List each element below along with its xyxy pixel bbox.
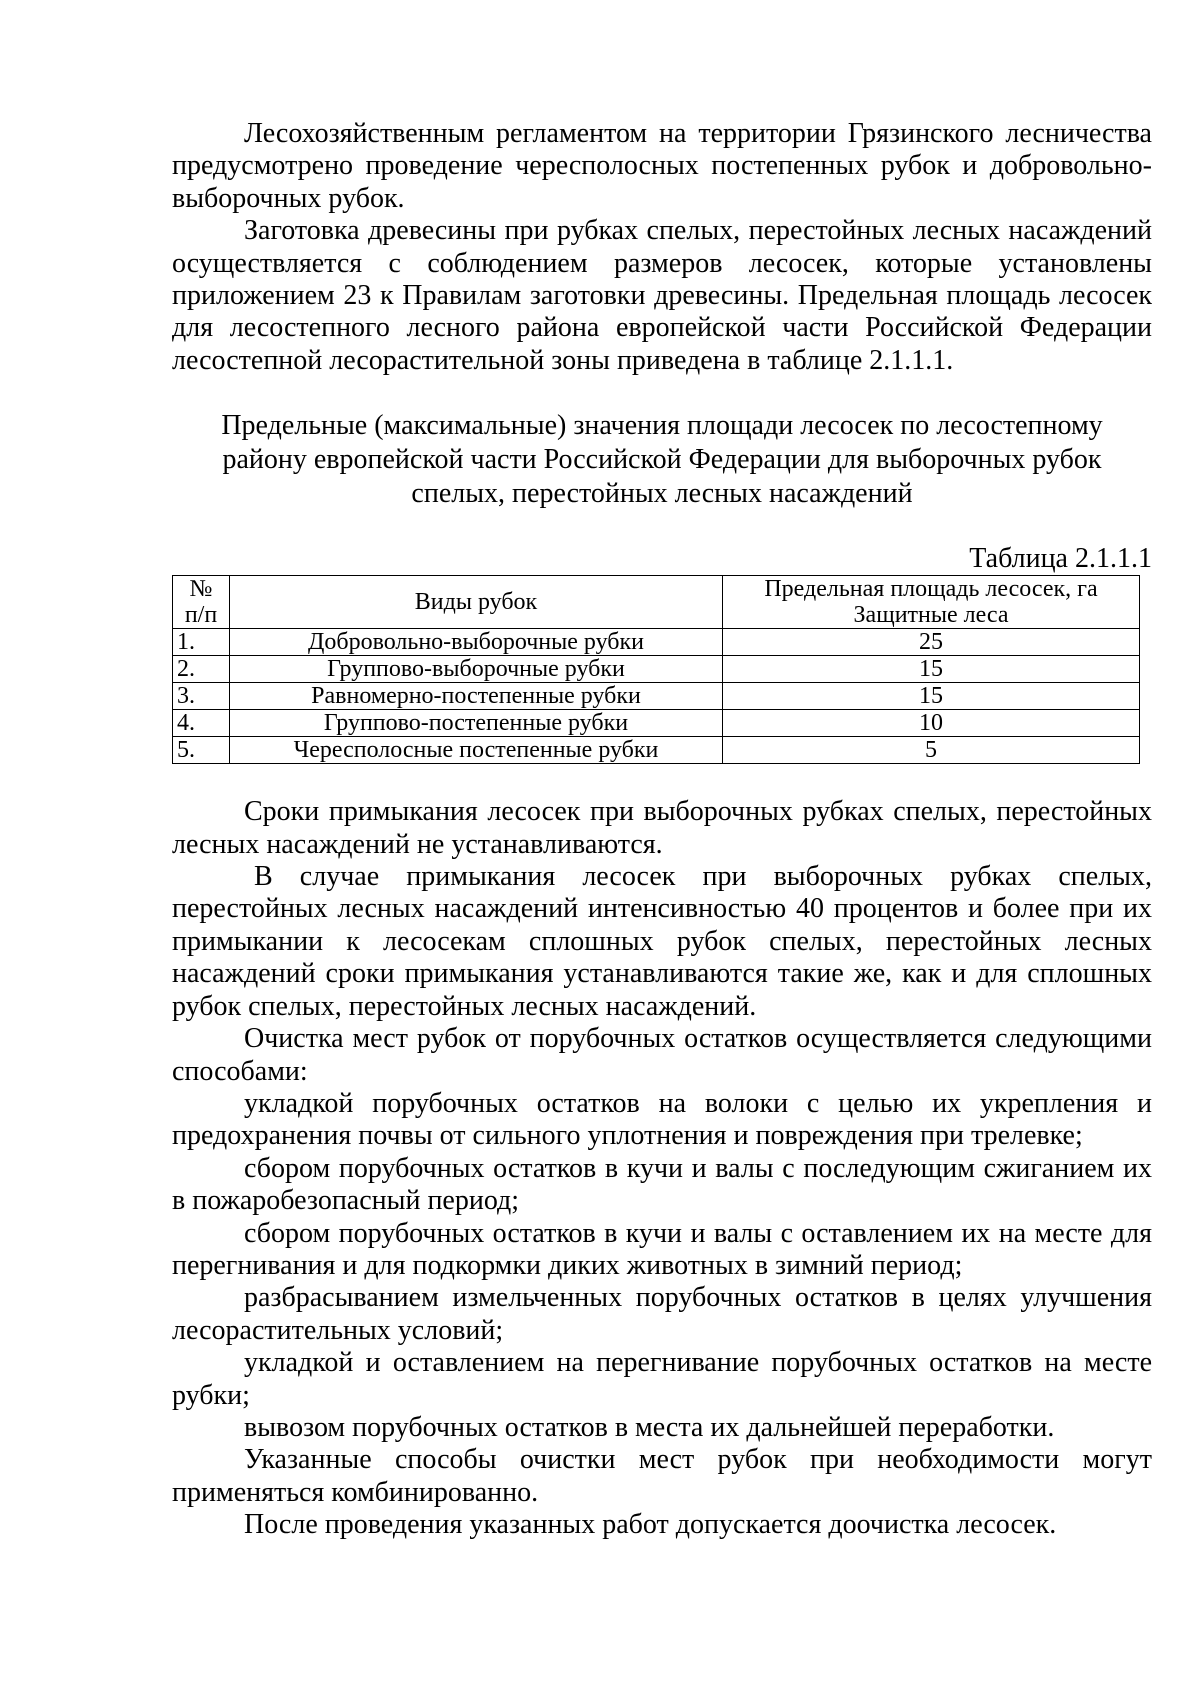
row-kind: Добровольно-выборочные рубки — [230, 629, 723, 656]
list-item: укладкой порубочных остатков на волоки с целью их укрепления и предохранения почвы от сильного уплотнения и повреждения при трелевке; — [172, 1087, 1152, 1152]
list-item: укладкой и оставлением на перегнивание порубочных остатков на месте рубки; — [172, 1347, 1152, 1411]
row-area: 10 — [723, 710, 1140, 737]
row-num: 1. — [173, 629, 230, 656]
cutting-area-table — [172, 575, 1140, 764]
row-kind: Группово-выборочные рубки — [230, 656, 723, 683]
paragraph-adjacency-case: В случае примыкания лесосек при выборочных рубках спелых, перестойных лесных насаждений интенсивностью 40 процентов и более при их примыкании к лесосекам сплошных рубок спелых, перестойных лесных насаждений сроки примыкания устанавливаются такие же, как и для сплошных рубок спелых, перестойных лесных насаждений. — [172, 861, 1152, 1022]
paragraph-cleanup-methods: Очистка мест рубок от порубочных остатков осуществляется следующими способами: — [172, 1023, 1152, 1087]
paragraph-adjacency-terms: Сроки примыкания лесосек при выборочных рубках спелых, перестойных лесных насаждений не устанавливаются. — [172, 796, 1152, 860]
list-item: разбрасыванием измельченных порубочных остатков в целях улучшения лесорастительных условий; — [172, 1282, 1152, 1346]
row-area: 15 — [723, 656, 1140, 683]
row-kind: Равномерно-постепенные рубки — [230, 683, 723, 710]
table-label: Таблица 2.1.1.1 — [969, 543, 1152, 575]
row-kind: Группово-постепенные рубки — [230, 710, 723, 737]
table-row — [173, 656, 1140, 683]
list-item: сбором порубочных остатков в кучи и валы с последующим сжиганием их в пожаробезопасный период; — [172, 1152, 1152, 1217]
paragraph-final-cleanup: После проведения указанных работ допускается доочистка лесосек. — [244, 1509, 1057, 1541]
table-row — [173, 683, 1140, 710]
table-row — [173, 737, 1140, 764]
paragraph-combined-methods: Указанные способы очистки мест рубок при необходимости могут применяться комбинированно. — [172, 1444, 1152, 1508]
table-row — [173, 629, 1140, 656]
row-kind: Чересполосные постепенные рубки — [230, 737, 723, 764]
document-page — [172, 118, 1152, 1542]
row-area: 5 — [723, 737, 1140, 764]
row-num: 2. — [173, 656, 230, 683]
table-row — [173, 710, 1140, 737]
row-num: 4. — [173, 710, 230, 737]
list-item: сбором порубочных остатков в кучи и валы с оставлением их на месте для перегнивания и для подкормки диких животных в зимний период; — [172, 1217, 1152, 1281]
row-area: 15 — [723, 683, 1140, 710]
row-num: 3. — [173, 683, 230, 710]
list-item: вывозом порубочных остатков в места их дальнейшей переработки. — [244, 1411, 1055, 1443]
row-num: 5. — [173, 737, 230, 764]
header-kind: Виды рубок — [230, 576, 723, 629]
table-header-row — [173, 576, 1140, 629]
header-area-line1: Предельная площадь лесосек, га — [764, 576, 1098, 603]
paragraph-timber-harvest: Заготовка древесины при рубках спелых, перестойных лесных насаждений осуществляется с соблюдением размеров лесосек, которые установлены приложением 23 к Правилам заготовки древесины. Предельная площадь лесосек для лесостепного лесного района европейской части Российской Федерации лесостепной лесорастительной зоны приведена в таблице 2.1.1.1. — [172, 215, 1152, 376]
row-area: 25 — [723, 629, 1140, 656]
header-num: № п/п — [173, 576, 230, 629]
header-area — [723, 576, 1140, 629]
table-caption: Предельные (максимальные) значения площади лесосек по лесостепному району европейской части Российской Федерации для выборочных рубок спелых, перестойных лесных насаждений — [221, 410, 1103, 510]
body-text — [172, 796, 1152, 1541]
header-area-line2: Защитные леса — [853, 602, 1009, 629]
paragraph-regulation: Лесохозяйственным регламентом на территории Грязинского лесничества предусмотрено проведение чересполосных постепенных рубок и добровольно-выборочных рубок. — [172, 118, 1152, 214]
